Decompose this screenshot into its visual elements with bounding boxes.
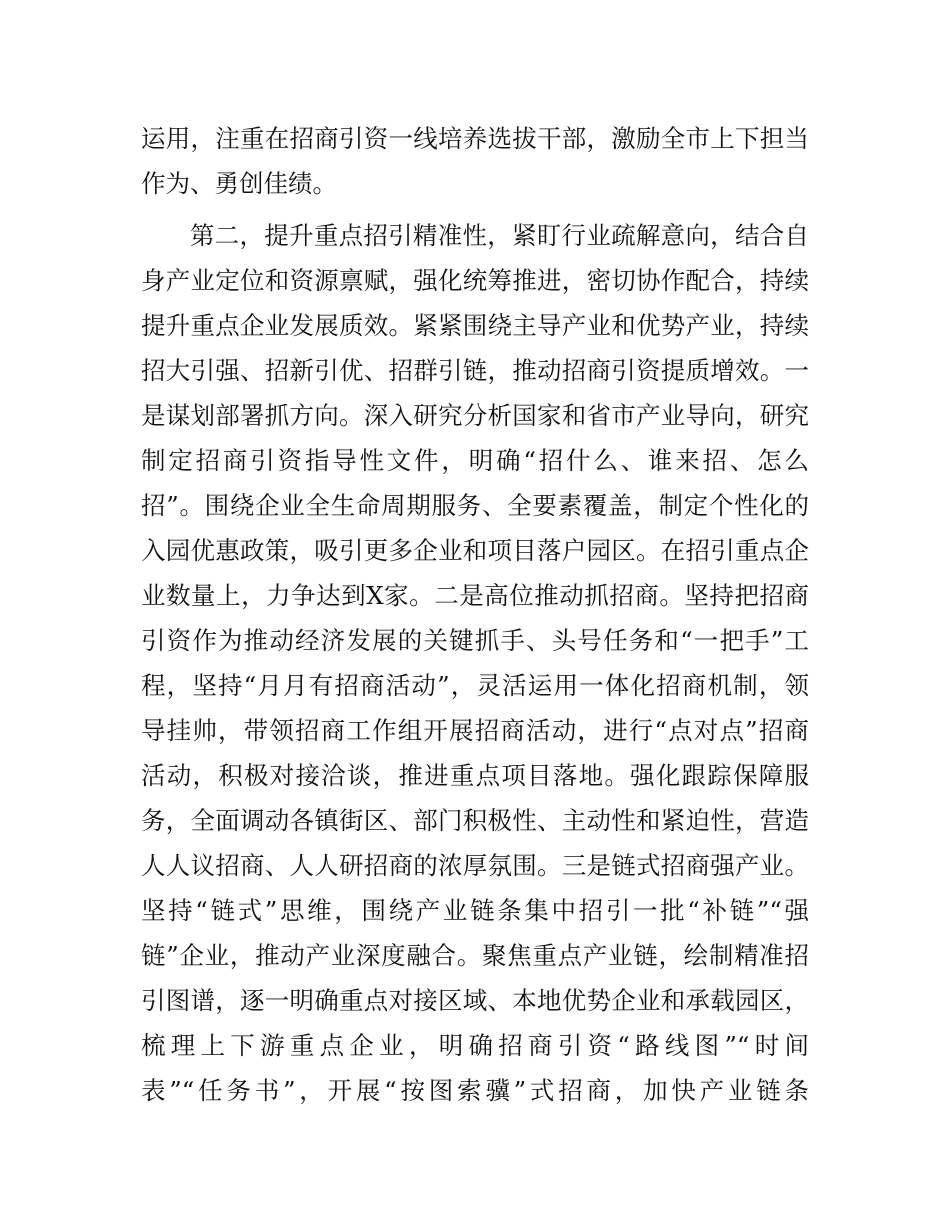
paragraph-1 bbox=[141, 116, 809, 206]
text-line: 制定招商引资指导性文件，明确“招什么、谁来招、怎么 bbox=[141, 446, 809, 475]
text-line: 活动，积极对接洽谈，推进重点项目落地。强化跟踪保障服 bbox=[141, 761, 809, 790]
text-line: 运用，注重在招商引资一线培养选拔干部，激励全市上下担当 bbox=[141, 124, 809, 153]
text-line: 人人议招商、人人研招商的浓厚氛围。三是链式招商强产业。 bbox=[141, 851, 809, 880]
text-line: 导挂帅，带领招商工作组开展招商活动，进行“点对点”招商 bbox=[141, 716, 809, 745]
text-line: 引资作为推动经济发展的关键抓手、头号任务和“一把手”工 bbox=[141, 626, 809, 655]
text-line: 业数量上，力争达到X家。二是高位推动抓招商。坚持把招商 bbox=[141, 581, 809, 610]
text-line: 链”企业，推动产业深度融合。聚焦重点产业链，绘制精准招 bbox=[141, 941, 809, 970]
text-line: 身产业定位和资源禀赋，强化统筹推进，密切协作配合，持续 bbox=[141, 266, 809, 295]
text-line: 招大引强、招新引优、招群引链，推动招商引资提质增效。一 bbox=[141, 356, 809, 385]
text-line: 务，全面调动各镇街区、部门积极性、主动性和紧迫性，营造 bbox=[141, 806, 809, 835]
text-line: 提升重点企业发展质效。紧紧围绕主导产业和优势产业，持续 bbox=[141, 311, 809, 340]
text-line: 程，坚持“月月有招商活动”，灵活运用一体化招商机制，领 bbox=[141, 671, 809, 700]
text-line: 梳理上下游重点企业，明确招商引资“路线图”“时间 bbox=[141, 1031, 809, 1060]
text-line: 表”“任务书”，开展“按图索骥”式招商，加快产业链条 bbox=[141, 1076, 809, 1105]
text-line: 引图谱，逐一明确重点对接区域、本地优势企业和承载园区， bbox=[141, 986, 809, 1015]
text-line: 第二，提升重点招引精准性，紧盯行业疏解意向，结合自 bbox=[190, 221, 809, 250]
paragraph-2 bbox=[141, 213, 809, 1113]
text-line: 坚持“链式”思维，围绕产业链条集中招引一批“补链”“强 bbox=[141, 896, 809, 925]
text-line: 是谋划部署抓方向。深入研究分析国家和省市产业导向，研究 bbox=[141, 401, 809, 430]
text-line: 招”。围绕企业全生命周期服务、全要素覆盖，制定个性化的 bbox=[141, 491, 809, 520]
text-line: 作为、勇创佳绩。 bbox=[141, 169, 337, 198]
text-line: 入园优惠政策，吸引更多企业和项目落户园区。在招引重点企 bbox=[141, 536, 809, 565]
